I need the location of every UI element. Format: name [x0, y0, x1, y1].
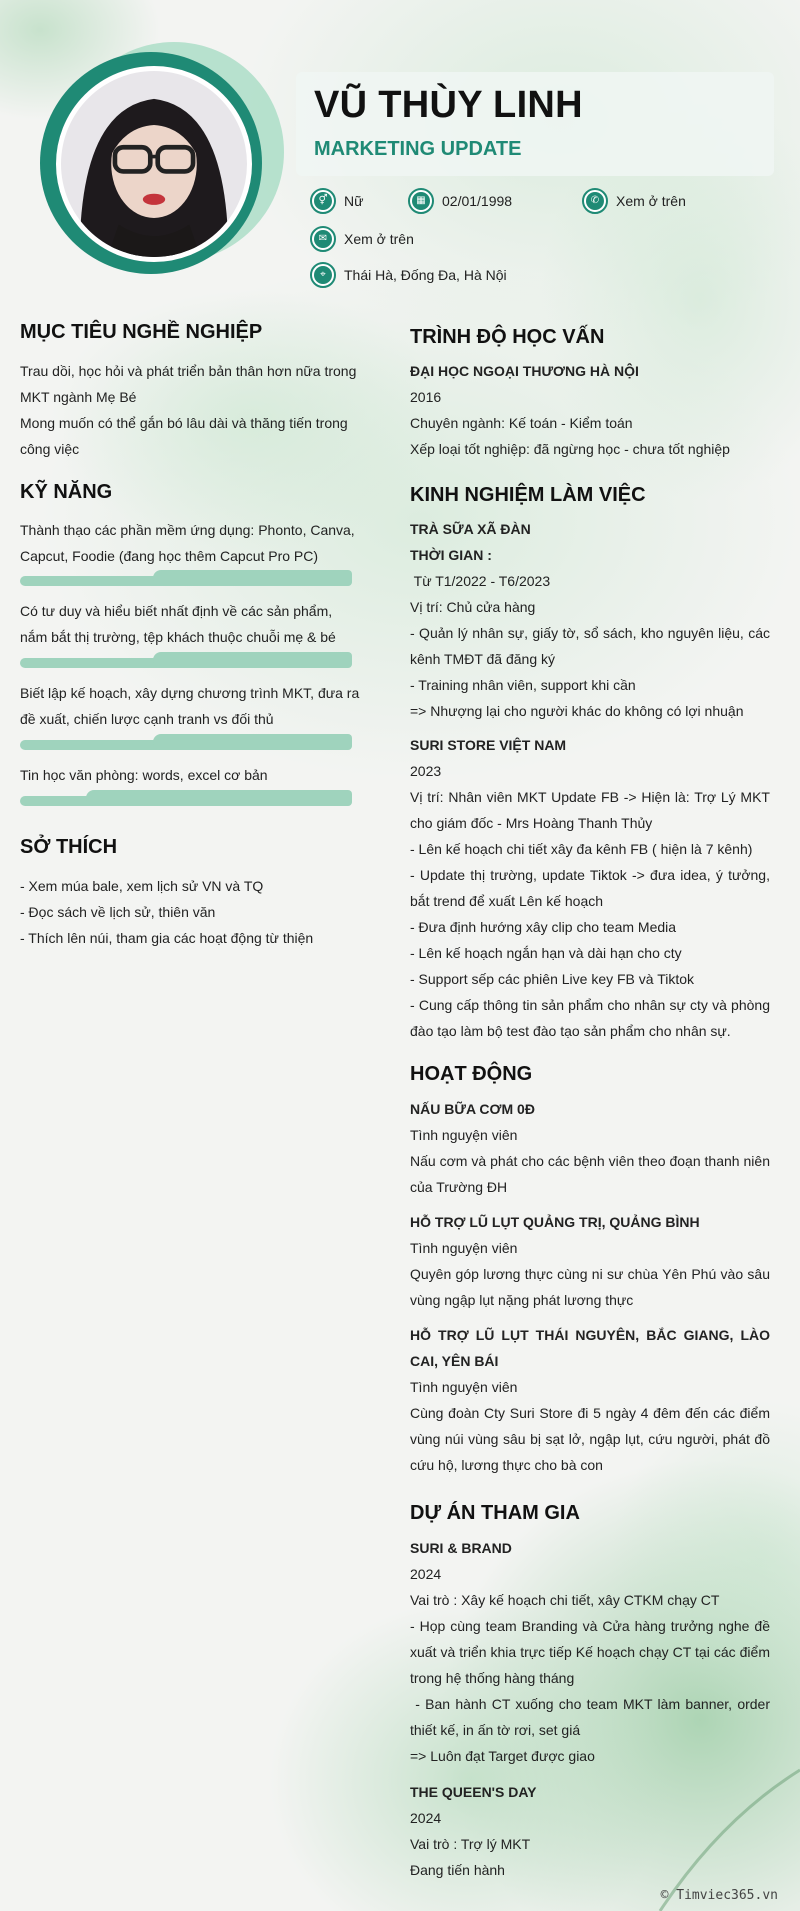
hobbies-title: SỞ THÍCH	[20, 836, 118, 858]
contact-email-value: Xem ở trên	[344, 231, 414, 247]
calendar-icon: ▦	[408, 188, 434, 214]
avatar-frame	[40, 48, 288, 274]
contact-phone-value: Xem ở trên	[616, 193, 686, 209]
name-box	[296, 72, 774, 176]
project-line: - Họp cùng team Branding và Cửa hàng trưởng nghe đề xuất và triển khia trực tiếp Kế hoạch chạy CT tại các điểm trong hệ thống hàng tháng	[410, 1618, 770, 1686]
gender-icon: ⚥	[310, 188, 336, 214]
contact-phone	[582, 188, 686, 214]
objective-line: Mong muốn có thể gắn bó lâu dài và thăng tiến trong công việc	[20, 415, 348, 457]
candidate-name: VŨ THÙY LINH	[314, 84, 583, 126]
project-line: Vai trò : Trợ lý MKT	[410, 1836, 531, 1852]
project-item	[410, 1779, 770, 1883]
job-line: => Nhượng lại cho người khác do không có lợi nhuận	[410, 703, 744, 719]
location-icon: ⌖	[310, 262, 336, 288]
skill-level-fill	[153, 734, 352, 750]
email-icon: ✉	[310, 226, 336, 252]
skill-item: Thành thạo các phần mềm ứng dụng: Phonto, Canva, Capcut, Foodie (đang học thêm Capcut Pro PC)	[20, 522, 355, 564]
job-period: 2023	[410, 763, 442, 779]
project-year: 2024	[410, 1566, 442, 1582]
contact-gender-value: Nữ	[344, 193, 364, 209]
skill-item: Biết lập kế hoạch, xây dựng chương trình MKT, đưa ra đề xuất, chiến lược cạnh tranh vs đối thủ	[20, 685, 360, 727]
objective-line: Trau dồi, học hỏi và phát triển bản thân hơn nữa trong MKT ngành Mẹ Bé	[20, 363, 357, 405]
hobby-item: - Xem múa bale, xem lịch sử VN và TQ	[20, 878, 264, 894]
job-line: - Lên kế hoạch chi tiết xây đa kênh FB ( hiện là 7 kênh)	[410, 841, 753, 857]
education-year: 2016	[410, 389, 442, 405]
activity-item	[410, 1322, 770, 1478]
project-line: => Luôn đạt Target được giao	[410, 1748, 595, 1764]
job-company: SURI STORE VIỆT NAM	[410, 737, 567, 753]
project-item	[410, 1535, 774, 1769]
footer-copyright: © Timviec365.vn	[660, 1888, 778, 1903]
avatar	[56, 66, 252, 262]
job-period-label: THỜI GIAN :	[410, 547, 492, 563]
job-line: - Lên kế hoạch ngắn hạn và dài hạn cho cty	[410, 945, 682, 961]
activity-desc: Nấu cơm và phát cho các bệnh viên theo đoạn thanh niên của Trường ĐH	[410, 1153, 770, 1195]
candidate-role: MARKETING UPDATE	[314, 138, 522, 160]
activities-title: HOẠT ĐỘNG	[410, 1063, 533, 1085]
activity-name: HỖ TRỢ LŨ LỤT THÁI NGUYÊN, BẮC GIANG, LÀO CAI, YÊN BÁI	[410, 1327, 770, 1369]
education-block	[410, 358, 770, 462]
activity-name: NẤU BỮA CƠM 0Đ	[410, 1101, 535, 1117]
skill-level-bar	[20, 652, 352, 668]
activity-name: HỖ TRỢ LŨ LỤT QUẢNG TRỊ, QUẢNG BÌNH	[410, 1214, 700, 1230]
project-name: SURI & BRAND	[410, 1540, 512, 1556]
skill-level-fill	[86, 790, 352, 806]
skill-level-fill	[153, 652, 352, 668]
projects-title: DỰ ÁN THAM GIA	[410, 1502, 580, 1524]
job-line: - Đưa định hướng xây clip cho team Media	[410, 919, 677, 935]
activity-role: Tình nguyện viên	[410, 1379, 518, 1395]
activity-desc: Quyên góp lương thực cùng ni sư chùa Yên Phú vào sâu vùng ngập lụt nặng phát lương thực	[410, 1266, 770, 1308]
job-line: - Update thị trường, update Tiktok -> đưa idea, ý tưởng, bắt trend để xuất Lên kế hoạch	[410, 867, 770, 909]
job-line: - Support sếp các phiên Live key FB và Tiktok	[410, 971, 695, 987]
activity-role: Tình nguyện viên	[410, 1240, 518, 1256]
job-line: - Cung cấp thông tin sản phẩm cho nhân sự cty và phòng đào tạo làm bộ test đào tạo sản phẩm cho nhân sự.	[410, 997, 770, 1039]
job-line: - Training nhân viên, support khi cần	[410, 677, 636, 693]
project-line: Đang tiến hành	[410, 1862, 505, 1878]
activity-item	[410, 1096, 770, 1200]
skill-item: Có tư duy và hiểu biết nhất định về các sản phẩm, nắm bắt thị trường, tệp khách thuộc chuỗi mẹ & bé	[20, 603, 336, 645]
school-name: ĐẠI HỌC NGOẠI THƯƠNG HÀ NỘI	[410, 363, 639, 379]
skill-level-fill	[153, 570, 352, 586]
job-line: Vị trí: Nhân viên MKT Update FB -> Hiện là: Trợ Lý MKT cho giám đốc - Mrs Hoàng Thanh Thủy	[410, 789, 770, 831]
skill-level-bar	[20, 790, 352, 806]
project-name: THE QUEEN'S DAY	[410, 1784, 537, 1800]
job-line: - Quản lý nhân sự, giấy tờ, sổ sách, kho nguyên liệu, các kênh TMĐT đã đăng ký	[410, 625, 770, 667]
contact-address-value: Thái Hà, Đống Đa, Hà Nội	[344, 267, 507, 283]
contact-email	[310, 226, 414, 252]
phone-icon: ✆	[582, 188, 608, 214]
contact-birthdate-value: 02/01/1998	[442, 193, 513, 209]
activity-role: Tình nguyện viên	[410, 1127, 518, 1143]
hobby-item: - Thích lên núi, tham gia các hoạt động từ thiện	[20, 930, 314, 946]
job-line: Vị trí: Chủ cửa hàng	[410, 599, 536, 615]
hobbies-list	[20, 873, 360, 951]
education-major: Chuyên ngành: Kế toán - Kiểm toán	[410, 415, 633, 431]
education-title: TRÌNH ĐỘ HỌC VẤN	[410, 326, 605, 348]
job-company: TRÀ SỮA XÃ ĐÀN	[410, 521, 531, 537]
skill-level-bar	[20, 734, 352, 750]
project-line: Vai trò : Xây kế hoạch chi tiết, xây CTKM chạy CT	[410, 1592, 720, 1608]
objective-title: MỤC TIÊU NGHỀ NGHIỆP	[20, 321, 263, 343]
project-line: - Ban hành CT xuống cho team MKT làm banner, order thiết kế, in ấn tờ rơi, set giá	[410, 1696, 774, 1738]
activity-desc: Cùng đoàn Cty Suri Store đi 5 ngày 4 đêm đến các điểm vùng núi vùng sâu bị sạt lở, ngập lụt, cứu người, phát đồ cứu hộ, lương thực cho bà con	[410, 1405, 770, 1473]
skill-level-bar	[20, 570, 352, 586]
hobby-item: - Đọc sách về lịch sử, thiên văn	[20, 904, 216, 920]
objective-text	[20, 358, 360, 462]
skill-item: Tin học văn phòng: words, excel cơ bản	[20, 767, 268, 783]
experience-job	[410, 732, 770, 1044]
activity-item	[410, 1209, 770, 1313]
skills-title: KỸ NĂNG	[20, 481, 113, 503]
contact-address	[310, 262, 507, 288]
experience-title: KINH NGHIỆM LÀM VIỆC	[410, 484, 646, 506]
education-grade: Xếp loại tốt nghiệp: đã ngừng học - chưa tốt nghiệp	[410, 441, 730, 457]
profile-photo-illustration	[61, 71, 247, 257]
contact-gender	[310, 188, 363, 214]
contact-birthdate	[408, 188, 512, 214]
experience-job	[410, 516, 770, 724]
project-year: 2024	[410, 1810, 442, 1826]
job-period: Từ T1/2022 - T6/2023	[410, 573, 551, 589]
